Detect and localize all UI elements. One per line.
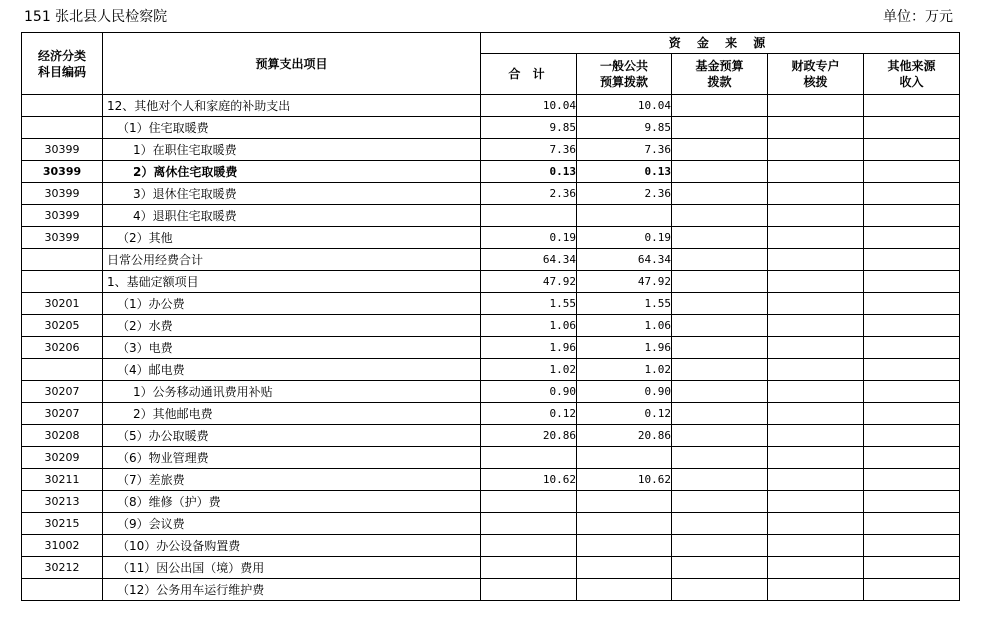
cell-other-income	[864, 425, 960, 447]
cell-code	[22, 359, 103, 381]
cell-fund-budget	[672, 447, 768, 469]
cell-code: 30399	[22, 161, 103, 183]
cell-other-income	[864, 293, 960, 315]
cell-general-budget	[577, 535, 672, 557]
cell-item: （9）会议费	[103, 513, 481, 535]
cell-general-budget: 0.13	[577, 161, 672, 183]
cell-fund-budget	[672, 359, 768, 381]
cell-special-fiscal	[768, 557, 864, 579]
cell-code: 30211	[22, 469, 103, 491]
cell-general-budget: 47.92	[577, 271, 672, 293]
cell-fund-budget	[672, 469, 768, 491]
cell-special-fiscal	[768, 535, 864, 557]
cell-item: 1）在职住宅取暖费	[103, 139, 481, 161]
cell-code: 30205	[22, 315, 103, 337]
cell-other-income	[864, 315, 960, 337]
cell-general-budget	[577, 205, 672, 227]
header-special-fiscal-text: 财政专户 核拨	[791, 59, 840, 89]
cell-special-fiscal	[768, 271, 864, 293]
cell-fund-budget	[672, 183, 768, 205]
cell-item: （11）因公出国（境）费用	[103, 557, 481, 579]
cell-item: （6）物业管理费	[103, 447, 481, 469]
cell-general-budget	[577, 447, 672, 469]
cell-general-budget: 2.36	[577, 183, 672, 205]
cell-code: 31002	[22, 535, 103, 557]
cell-special-fiscal	[768, 139, 864, 161]
cell-item: 2）其他邮电费	[103, 403, 481, 425]
cell-code: 30201	[22, 293, 103, 315]
cell-fund-budget	[672, 381, 768, 403]
cell-special-fiscal	[768, 403, 864, 425]
cell-general-budget: 1.55	[577, 293, 672, 315]
header-total-text: 合 计	[508, 67, 549, 81]
cell-other-income	[864, 513, 960, 535]
cell-item: 1）公务移动通讯费用补贴	[103, 381, 481, 403]
cell-general-budget	[577, 513, 672, 535]
cell-general-budget: 64.34	[577, 249, 672, 271]
cell-total: 64.34	[481, 249, 577, 271]
table-row	[22, 403, 960, 425]
cell-code: 30207	[22, 403, 103, 425]
cell-total: 47.92	[481, 271, 577, 293]
cell-total: 0.13	[481, 161, 577, 183]
header-general-budget-text: 一般公共 预算拨款	[599, 59, 648, 89]
header-funding-source: 资 金 来 源	[481, 33, 960, 54]
header-code-text: 经济分类 科目编码	[37, 48, 86, 79]
cell-item: 12、其他对个人和家庭的补助支出	[103, 95, 481, 117]
cell-total	[481, 513, 577, 535]
cell-total: 1.96	[481, 337, 577, 359]
cell-item: （10）办公设备购置费	[103, 535, 481, 557]
cell-fund-budget	[672, 205, 768, 227]
table-row	[22, 359, 960, 381]
cell-total	[481, 557, 577, 579]
cell-item: （1）住宅取暖费	[103, 117, 481, 139]
cell-general-budget: 0.12	[577, 403, 672, 425]
table-row	[22, 491, 960, 513]
cell-code: 30215	[22, 513, 103, 535]
page-title: 151 张北县人民检察院	[24, 9, 168, 25]
cell-total	[481, 491, 577, 513]
cell-code: 30399	[22, 205, 103, 227]
cell-item: （1）办公费	[103, 293, 481, 315]
budget-table	[21, 32, 960, 601]
table-row	[22, 447, 960, 469]
cell-special-fiscal	[768, 205, 864, 227]
cell-fund-budget	[672, 315, 768, 337]
cell-code: 30207	[22, 381, 103, 403]
cell-code	[22, 95, 103, 117]
cell-general-budget	[577, 579, 672, 601]
cell-other-income	[864, 359, 960, 381]
header-special-fiscal	[768, 54, 864, 95]
cell-item: （8）维修（护）费	[103, 491, 481, 513]
cell-special-fiscal	[768, 161, 864, 183]
table-row	[22, 205, 960, 227]
cell-special-fiscal	[768, 469, 864, 491]
cell-general-budget: 1.02	[577, 359, 672, 381]
header-code	[22, 33, 103, 95]
cell-other-income	[864, 161, 960, 183]
cell-fund-budget	[672, 557, 768, 579]
header-item: 预算支出项目	[103, 33, 481, 95]
cell-special-fiscal	[768, 579, 864, 601]
cell-total	[481, 579, 577, 601]
cell-other-income	[864, 491, 960, 513]
cell-special-fiscal	[768, 315, 864, 337]
cell-code	[22, 249, 103, 271]
cell-code: 30206	[22, 337, 103, 359]
header-fund-budget	[672, 54, 768, 95]
cell-fund-budget	[672, 337, 768, 359]
cell-other-income	[864, 139, 960, 161]
cell-special-fiscal	[768, 183, 864, 205]
cell-total: 2.36	[481, 183, 577, 205]
cell-special-fiscal	[768, 513, 864, 535]
cell-total: 7.36	[481, 139, 577, 161]
cell-general-budget: 1.06	[577, 315, 672, 337]
cell-item: 日常公用经费合计	[103, 249, 481, 271]
table-row	[22, 579, 960, 601]
cell-fund-budget	[672, 535, 768, 557]
cell-other-income	[864, 205, 960, 227]
cell-other-income	[864, 117, 960, 139]
cell-item: （12）公务用车运行维护费	[103, 579, 481, 601]
cell-code: 30208	[22, 425, 103, 447]
cell-other-income	[864, 579, 960, 601]
cell-other-income	[864, 95, 960, 117]
cell-other-income	[864, 227, 960, 249]
cell-fund-budget	[672, 227, 768, 249]
cell-fund-budget	[672, 249, 768, 271]
cell-fund-budget	[672, 117, 768, 139]
cell-total: 0.19	[481, 227, 577, 249]
cell-other-income	[864, 271, 960, 293]
table-row	[22, 293, 960, 315]
cell-other-income	[864, 381, 960, 403]
cell-special-fiscal	[768, 381, 864, 403]
header-other-income	[864, 54, 960, 95]
cell-general-budget: 20.86	[577, 425, 672, 447]
cell-item: （7）差旅费	[103, 469, 481, 491]
cell-fund-budget	[672, 513, 768, 535]
cell-item: （5）办公取暖费	[103, 425, 481, 447]
cell-total	[481, 447, 577, 469]
table-row	[22, 535, 960, 557]
cell-total: 10.62	[481, 469, 577, 491]
table-row	[22, 139, 960, 161]
cell-item: （2）水费	[103, 315, 481, 337]
cell-total: 0.90	[481, 381, 577, 403]
cell-fund-budget	[672, 579, 768, 601]
cell-total	[481, 535, 577, 557]
cell-total: 1.02	[481, 359, 577, 381]
cell-special-fiscal	[768, 293, 864, 315]
table-row	[22, 249, 960, 271]
cell-fund-budget	[672, 95, 768, 117]
cell-item: （3）电费	[103, 337, 481, 359]
cell-total: 10.04	[481, 95, 577, 117]
cell-other-income	[864, 337, 960, 359]
cell-fund-budget	[672, 161, 768, 183]
cell-other-income	[864, 447, 960, 469]
cell-item: 1、基础定额项目	[103, 271, 481, 293]
cell-fund-budget	[672, 139, 768, 161]
cell-special-fiscal	[768, 249, 864, 271]
cell-fund-budget	[672, 271, 768, 293]
table-row	[22, 469, 960, 491]
table-row	[22, 315, 960, 337]
cell-code: 30209	[22, 447, 103, 469]
cell-fund-budget	[672, 491, 768, 513]
table-row	[22, 513, 960, 535]
table-row	[22, 381, 960, 403]
table-row	[22, 425, 960, 447]
cell-other-income	[864, 249, 960, 271]
cell-special-fiscal	[768, 359, 864, 381]
cell-special-fiscal	[768, 95, 864, 117]
cell-total: 20.86	[481, 425, 577, 447]
header-fund-budget-text: 基金预算 拨款	[695, 59, 744, 89]
cell-special-fiscal	[768, 425, 864, 447]
table-row	[22, 337, 960, 359]
cell-special-fiscal	[768, 227, 864, 249]
table-row	[22, 183, 960, 205]
cell-other-income	[864, 183, 960, 205]
cell-general-budget: 9.85	[577, 117, 672, 139]
cell-code: 30399	[22, 227, 103, 249]
cell-total: 1.55	[481, 293, 577, 315]
header-total	[481, 54, 577, 95]
cell-total	[481, 205, 577, 227]
header-other-income-text: 其他来源 收入	[887, 59, 936, 89]
cell-item: 3）退休住宅取暖费	[103, 183, 481, 205]
cell-item: 4）退职住宅取暖费	[103, 205, 481, 227]
cell-other-income	[864, 403, 960, 425]
cell-special-fiscal	[768, 447, 864, 469]
cell-fund-budget	[672, 403, 768, 425]
unit-label: 单位：万元	[883, 9, 953, 25]
cell-code	[22, 271, 103, 293]
table-row	[22, 271, 960, 293]
cell-fund-budget	[672, 293, 768, 315]
cell-special-fiscal	[768, 491, 864, 513]
cell-fund-budget	[672, 425, 768, 447]
cell-general-budget: 0.19	[577, 227, 672, 249]
cell-general-budget	[577, 491, 672, 513]
cell-total: 9.85	[481, 117, 577, 139]
cell-code: 30399	[22, 183, 103, 205]
table-row	[22, 161, 960, 183]
header-general-budget	[577, 54, 672, 95]
cell-code: 30399	[22, 139, 103, 161]
table-row	[22, 95, 960, 117]
cell-other-income	[864, 535, 960, 557]
cell-special-fiscal	[768, 117, 864, 139]
table-row	[22, 557, 960, 579]
cell-other-income	[864, 469, 960, 491]
cell-item: （4）邮电费	[103, 359, 481, 381]
cell-other-income	[864, 557, 960, 579]
cell-general-budget: 1.96	[577, 337, 672, 359]
cell-total: 0.12	[481, 403, 577, 425]
cell-general-budget: 0.90	[577, 381, 672, 403]
cell-total: 1.06	[481, 315, 577, 337]
cell-code: 30212	[22, 557, 103, 579]
table-row	[22, 227, 960, 249]
cell-special-fiscal	[768, 337, 864, 359]
cell-general-budget: 10.62	[577, 469, 672, 491]
cell-general-budget: 7.36	[577, 139, 672, 161]
cell-general-budget	[577, 557, 672, 579]
cell-code	[22, 579, 103, 601]
cell-item: 2）离休住宅取暖费	[103, 161, 481, 183]
cell-item: （2）其他	[103, 227, 481, 249]
cell-general-budget: 10.04	[577, 95, 672, 117]
cell-code: 30213	[22, 491, 103, 513]
cell-code	[22, 117, 103, 139]
table-body	[22, 95, 960, 601]
table-row	[22, 117, 960, 139]
